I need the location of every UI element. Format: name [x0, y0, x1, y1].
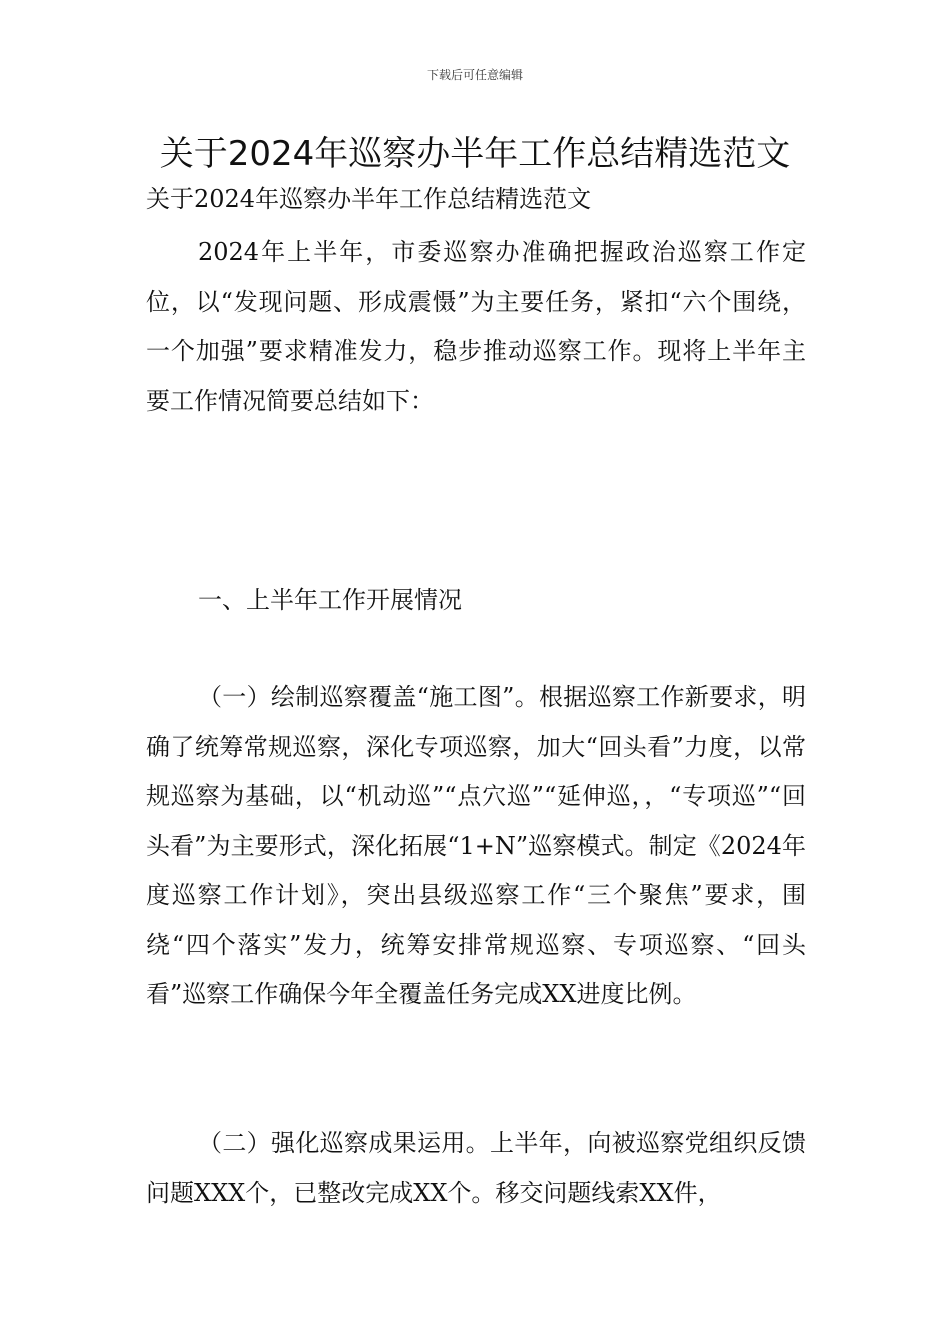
document-subtitle: 关于2024年巡察办半年工作总结精选范文: [146, 185, 592, 213]
section-heading: 一、上半年工作开展情况: [198, 586, 462, 614]
paragraph-item-2: （二）强化巡察成果运用。上半年，向被巡察党组织反馈问题XXX个，已整改完成XX个。移交问题线索XX件，: [146, 1129, 806, 1207]
paragraph-item-1: （一）绘制巡察覆盖“施工图”。根据巡察工作新要求，明确了统筹常规巡察，深化专项巡察，加大“回头看”力度，以常规巡察为基础，以“机动巡”“点穴巡”“延伸巡，，“专项巡”“回头看”为主要形式，深化拓展“1+N”巡察模式。制定《2024年度巡察工作计划》，突出县级巡察工作“三个聚焦”要求，围绕“四个落实”发力，统筹安排常规巡察、专项巡察、“回头看”巡察工作确保今年全覆盖任务完成XX进度比例。: [146, 683, 806, 1008]
intro-paragraph: 2024年上半年，市委巡察办准确把握政治巡察工作定位，以“发现问题、形成震慑”为主要任务，紧扣“六个围绕，一个加强”要求精准发力，稳步推动巡察工作。现将上半年主要工作情况简要总结如下：: [146, 238, 806, 415]
document-title: 关于2024年巡察办半年工作总结精选范文: [159, 134, 791, 174]
header-note: 下载后可任意编辑: [426, 68, 523, 82]
